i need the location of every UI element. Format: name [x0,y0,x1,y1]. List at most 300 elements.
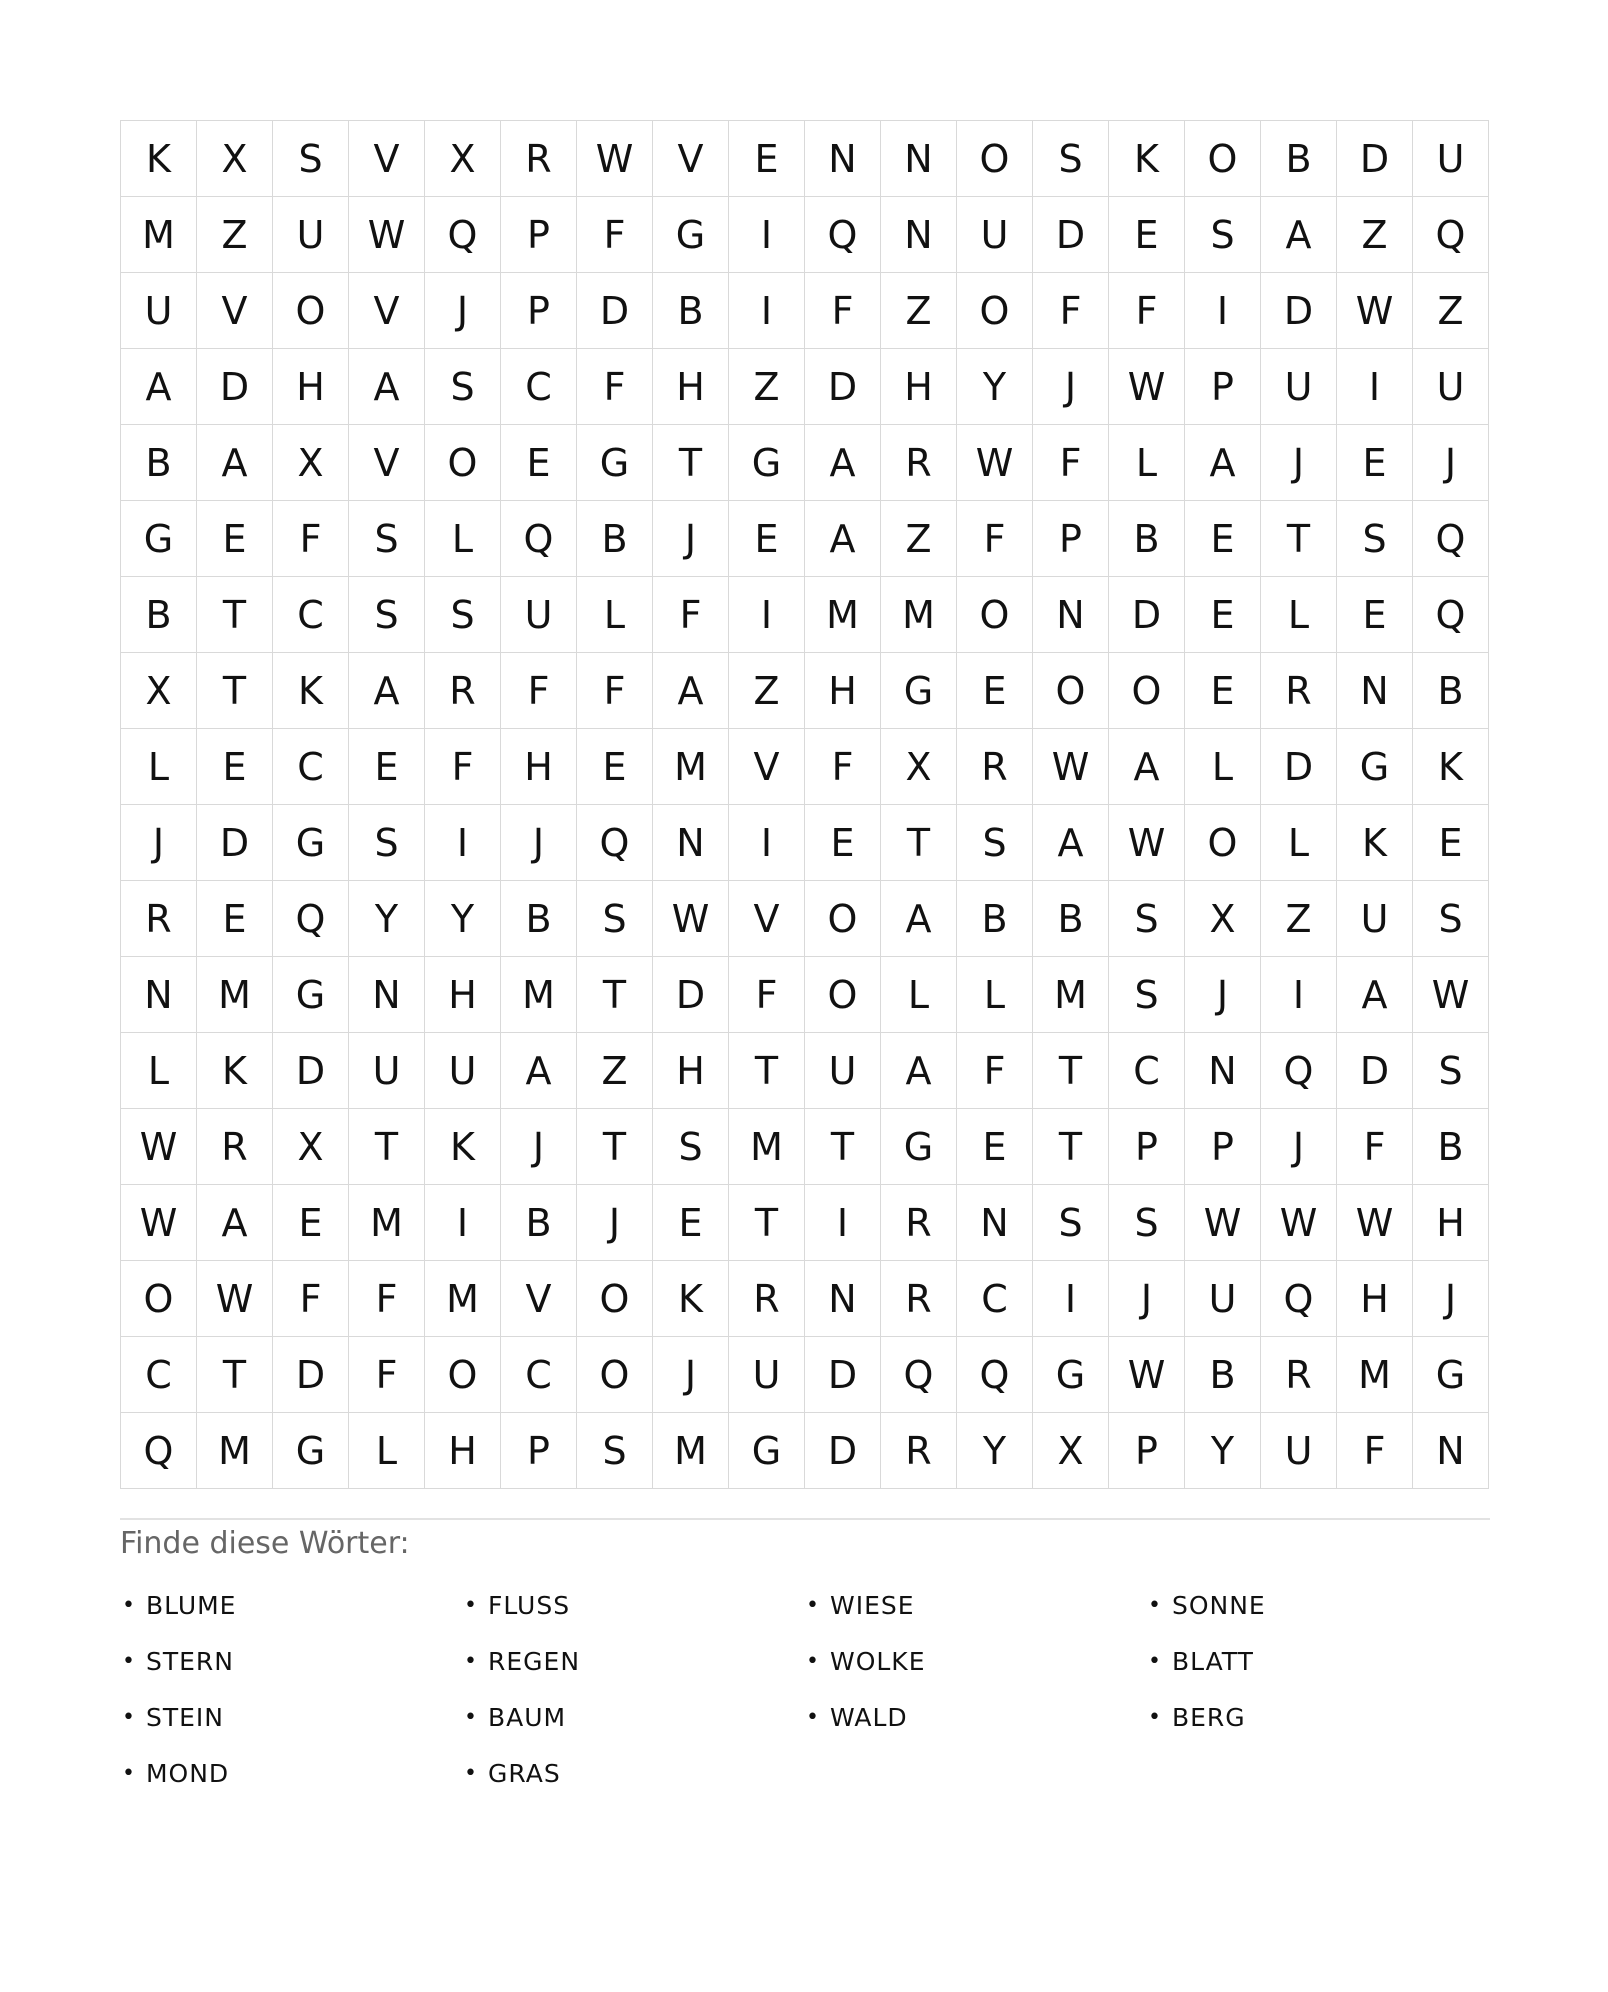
grid-cell[interactable]: H [1337,1261,1413,1337]
grid-cell[interactable]: G [273,805,349,881]
grid-cell[interactable]: A [1109,729,1185,805]
grid-cell[interactable]: F [349,1337,425,1413]
grid-cell[interactable]: T [197,653,273,729]
grid-cell[interactable]: R [881,425,957,501]
grid-cell[interactable]: R [425,653,501,729]
grid-cell[interactable]: A [197,1185,273,1261]
grid-cell[interactable]: M [349,1185,425,1261]
grid-cell[interactable]: D [1337,1033,1413,1109]
grid-cell[interactable]: I [425,805,501,881]
grid-cell[interactable]: A [1337,957,1413,1033]
grid-cell[interactable]: U [1413,121,1489,197]
grid-cell[interactable]: C [501,1337,577,1413]
grid-cell[interactable]: D [273,1033,349,1109]
grid-cell[interactable]: E [805,805,881,881]
grid-cell[interactable]: A [1185,425,1261,501]
grid-cell[interactable]: A [805,425,881,501]
grid-cell[interactable]: C [121,1337,197,1413]
grid-cell[interactable]: S [1109,957,1185,1033]
grid-cell[interactable]: M [197,957,273,1033]
grid-cell[interactable]: N [881,197,957,273]
grid-cell[interactable]: F [805,273,881,349]
grid-cell[interactable]: F [577,653,653,729]
grid-cell[interactable]: G [1337,729,1413,805]
grid-cell[interactable]: J [1109,1261,1185,1337]
grid-cell[interactable]: B [577,501,653,577]
grid-cell[interactable]: Q [273,881,349,957]
grid-cell[interactable]: L [349,1413,425,1489]
grid-cell[interactable]: A [881,1033,957,1109]
grid-cell[interactable]: S [425,349,501,425]
grid-cell[interactable]: K [197,1033,273,1109]
grid-cell[interactable]: D [273,1337,349,1413]
grid-cell[interactable]: Q [881,1337,957,1413]
grid-cell[interactable]: J [1033,349,1109,425]
grid-cell[interactable]: W [1261,1185,1337,1261]
grid-cell[interactable]: L [577,577,653,653]
grid-cell[interactable]: U [349,1033,425,1109]
grid-cell[interactable]: A [805,501,881,577]
grid-cell[interactable]: S [349,805,425,881]
grid-cell[interactable]: R [729,1261,805,1337]
grid-cell[interactable]: K [425,1109,501,1185]
grid-cell[interactable]: K [1413,729,1489,805]
grid-cell[interactable]: U [1185,1261,1261,1337]
grid-cell[interactable]: G [881,1109,957,1185]
grid-cell[interactable]: E [1337,425,1413,501]
grid-cell[interactable]: F [805,729,881,805]
grid-cell[interactable]: L [957,957,1033,1033]
grid-cell[interactable]: O [957,121,1033,197]
grid-cell[interactable]: A [1033,805,1109,881]
grid-cell[interactable]: F [501,653,577,729]
grid-cell[interactable]: D [653,957,729,1033]
grid-cell[interactable]: U [957,197,1033,273]
grid-cell[interactable]: K [1109,121,1185,197]
grid-cell[interactable]: P [1109,1109,1185,1185]
grid-cell[interactable]: F [1337,1413,1413,1489]
grid-cell[interactable]: Y [957,1413,1033,1489]
grid-cell[interactable]: J [501,805,577,881]
grid-cell[interactable]: U [805,1033,881,1109]
grid-cell[interactable]: Z [729,653,805,729]
grid-cell[interactable]: D [805,1413,881,1489]
grid-cell[interactable]: B [1033,881,1109,957]
grid-cell[interactable]: J [653,501,729,577]
grid-cell[interactable]: F [729,957,805,1033]
grid-cell[interactable]: I [805,1185,881,1261]
grid-cell[interactable]: I [1337,349,1413,425]
grid-cell[interactable]: G [1033,1337,1109,1413]
grid-cell[interactable]: X [881,729,957,805]
grid-cell[interactable]: U [121,273,197,349]
grid-cell[interactable]: G [729,425,805,501]
grid-cell[interactable]: Z [729,349,805,425]
grid-cell[interactable]: C [273,729,349,805]
grid-cell[interactable]: G [1413,1337,1489,1413]
grid-cell[interactable]: M [121,197,197,273]
grid-cell[interactable]: M [425,1261,501,1337]
grid-cell[interactable]: H [881,349,957,425]
grid-cell[interactable]: M [653,1413,729,1489]
grid-cell[interactable]: D [577,273,653,349]
grid-cell[interactable]: S [1185,197,1261,273]
grid-cell[interactable]: N [1033,577,1109,653]
grid-cell[interactable]: R [121,881,197,957]
grid-cell[interactable]: R [1261,653,1337,729]
grid-cell[interactable]: M [805,577,881,653]
grid-cell[interactable]: F [349,1261,425,1337]
grid-cell[interactable]: I [729,577,805,653]
grid-cell[interactable]: F [653,577,729,653]
grid-cell[interactable]: W [1109,1337,1185,1413]
grid-cell[interactable]: B [653,273,729,349]
grid-cell[interactable]: C [957,1261,1033,1337]
grid-cell[interactable]: X [1185,881,1261,957]
grid-cell[interactable]: H [501,729,577,805]
grid-cell[interactable]: A [349,349,425,425]
grid-cell[interactable]: B [1109,501,1185,577]
grid-cell[interactable]: T [577,1109,653,1185]
grid-cell[interactable]: D [805,1337,881,1413]
grid-cell[interactable]: O [1109,653,1185,729]
grid-cell[interactable]: A [881,881,957,957]
grid-cell[interactable]: F [273,501,349,577]
grid-cell[interactable]: H [425,957,501,1033]
grid-cell[interactable]: U [425,1033,501,1109]
grid-cell[interactable]: S [577,881,653,957]
grid-cell[interactable]: U [1337,881,1413,957]
grid-cell[interactable]: N [881,121,957,197]
grid-cell[interactable]: H [1413,1185,1489,1261]
grid-cell[interactable]: F [1033,273,1109,349]
grid-cell[interactable]: J [1261,425,1337,501]
grid-cell[interactable]: O [805,957,881,1033]
grid-cell[interactable]: Q [425,197,501,273]
grid-cell[interactable]: D [1261,273,1337,349]
grid-cell[interactable]: A [349,653,425,729]
grid-cell[interactable]: F [957,1033,1033,1109]
grid-cell[interactable]: I [1185,273,1261,349]
grid-cell[interactable]: X [197,121,273,197]
grid-cell[interactable]: B [1413,653,1489,729]
grid-cell[interactable]: Q [1261,1261,1337,1337]
grid-cell[interactable]: V [349,273,425,349]
grid-cell[interactable]: L [1109,425,1185,501]
grid-cell[interactable]: T [197,577,273,653]
grid-cell[interactable]: T [653,425,729,501]
grid-cell[interactable]: B [1413,1109,1489,1185]
grid-cell[interactable]: W [121,1109,197,1185]
grid-cell[interactable]: S [1033,1185,1109,1261]
grid-cell[interactable]: V [349,425,425,501]
grid-cell[interactable]: V [729,729,805,805]
grid-cell[interactable]: J [1413,1261,1489,1337]
grid-cell[interactable]: M [197,1413,273,1489]
grid-cell[interactable]: L [121,1033,197,1109]
grid-cell[interactable]: O [577,1261,653,1337]
grid-cell[interactable]: A [197,425,273,501]
grid-cell[interactable]: E [957,1109,1033,1185]
grid-cell[interactable]: O [1185,121,1261,197]
grid-cell[interactable]: R [957,729,1033,805]
grid-cell[interactable]: H [805,653,881,729]
grid-cell[interactable]: G [273,957,349,1033]
grid-cell[interactable]: T [729,1185,805,1261]
grid-cell[interactable]: Z [881,273,957,349]
grid-cell[interactable]: W [1337,273,1413,349]
grid-cell[interactable]: V [729,881,805,957]
grid-cell[interactable]: A [653,653,729,729]
grid-cell[interactable]: G [121,501,197,577]
grid-cell[interactable]: D [197,805,273,881]
grid-cell[interactable]: X [121,653,197,729]
grid-cell[interactable]: S [1413,881,1489,957]
grid-cell[interactable]: O [121,1261,197,1337]
grid-cell[interactable]: S [957,805,1033,881]
grid-cell[interactable]: I [1261,957,1337,1033]
grid-cell[interactable]: M [653,729,729,805]
grid-cell[interactable]: P [1033,501,1109,577]
grid-cell[interactable]: W [1109,349,1185,425]
grid-cell[interactable]: F [273,1261,349,1337]
grid-cell[interactable]: H [653,349,729,425]
grid-cell[interactable]: C [273,577,349,653]
grid-cell[interactable]: I [729,273,805,349]
grid-cell[interactable]: O [577,1337,653,1413]
grid-cell[interactable]: M [1337,1337,1413,1413]
grid-cell[interactable]: R [1261,1337,1337,1413]
grid-cell[interactable]: J [1261,1109,1337,1185]
grid-cell[interactable]: Y [1185,1413,1261,1489]
grid-cell[interactable]: N [805,121,881,197]
grid-cell[interactable]: L [1261,805,1337,881]
grid-cell[interactable]: B [121,425,197,501]
grid-cell[interactable]: K [121,121,197,197]
grid-cell[interactable]: J [425,273,501,349]
grid-cell[interactable]: B [957,881,1033,957]
grid-cell[interactable]: W [957,425,1033,501]
grid-cell[interactable]: U [501,577,577,653]
grid-cell[interactable]: O [273,273,349,349]
grid-cell[interactable]: K [273,653,349,729]
grid-cell[interactable]: N [1337,653,1413,729]
grid-cell[interactable]: Q [805,197,881,273]
grid-cell[interactable]: Y [425,881,501,957]
grid-cell[interactable]: T [805,1109,881,1185]
grid-cell[interactable]: Z [197,197,273,273]
grid-cell[interactable]: X [425,121,501,197]
grid-cell[interactable]: M [729,1109,805,1185]
grid-cell[interactable]: H [653,1033,729,1109]
grid-cell[interactable]: G [577,425,653,501]
grid-cell[interactable]: D [1109,577,1185,653]
grid-cell[interactable]: Q [121,1413,197,1489]
grid-cell[interactable]: V [349,121,425,197]
grid-cell[interactable]: L [1261,577,1337,653]
grid-cell[interactable]: R [881,1413,957,1489]
grid-cell[interactable]: Z [1413,273,1489,349]
grid-cell[interactable]: W [1413,957,1489,1033]
grid-cell[interactable]: O [957,577,1033,653]
grid-cell[interactable]: F [1337,1109,1413,1185]
grid-cell[interactable]: E [1109,197,1185,273]
grid-cell[interactable]: F [1033,425,1109,501]
grid-cell[interactable]: M [881,577,957,653]
grid-cell[interactable]: N [121,957,197,1033]
grid-cell[interactable]: P [501,1413,577,1489]
grid-cell[interactable]: G [881,653,957,729]
grid-cell[interactable]: I [1033,1261,1109,1337]
grid-cell[interactable]: B [1261,121,1337,197]
grid-cell[interactable]: U [273,197,349,273]
grid-cell[interactable]: S [1337,501,1413,577]
grid-cell[interactable]: P [1185,1109,1261,1185]
grid-cell[interactable]: W [1033,729,1109,805]
grid-cell[interactable]: T [197,1337,273,1413]
grid-cell[interactable]: U [1261,1413,1337,1489]
grid-cell[interactable]: S [1413,1033,1489,1109]
grid-cell[interactable]: O [425,1337,501,1413]
grid-cell[interactable]: T [1033,1033,1109,1109]
grid-cell[interactable]: J [501,1109,577,1185]
grid-cell[interactable]: S [273,121,349,197]
grid-cell[interactable]: E [1337,577,1413,653]
grid-cell[interactable]: T [729,1033,805,1109]
grid-cell[interactable]: F [577,349,653,425]
grid-cell[interactable]: L [1185,729,1261,805]
grid-cell[interactable]: Y [349,881,425,957]
grid-cell[interactable]: E [1185,653,1261,729]
grid-cell[interactable]: O [1185,805,1261,881]
grid-cell[interactable]: N [957,1185,1033,1261]
grid-cell[interactable]: D [805,349,881,425]
grid-cell[interactable]: W [653,881,729,957]
grid-cell[interactable]: Q [577,805,653,881]
grid-cell[interactable]: E [197,501,273,577]
grid-cell[interactable]: S [349,577,425,653]
grid-cell[interactable]: D [1261,729,1337,805]
grid-cell[interactable]: A [501,1033,577,1109]
grid-cell[interactable]: I [729,197,805,273]
grid-cell[interactable]: S [1109,1185,1185,1261]
grid-cell[interactable]: S [1109,881,1185,957]
grid-cell[interactable]: N [349,957,425,1033]
grid-cell[interactable]: E [1413,805,1489,881]
grid-cell[interactable]: U [1413,349,1489,425]
grid-cell[interactable]: N [1185,1033,1261,1109]
grid-cell[interactable]: R [881,1185,957,1261]
grid-cell[interactable]: J [653,1337,729,1413]
grid-cell[interactable]: C [1109,1033,1185,1109]
grid-cell[interactable]: U [1261,349,1337,425]
grid-cell[interactable]: X [1033,1413,1109,1489]
grid-cell[interactable]: Q [501,501,577,577]
grid-cell[interactable]: D [1337,121,1413,197]
grid-cell[interactable]: J [577,1185,653,1261]
grid-cell[interactable]: W [577,121,653,197]
grid-cell[interactable]: X [273,1109,349,1185]
grid-cell[interactable]: N [805,1261,881,1337]
grid-cell[interactable]: L [121,729,197,805]
grid-cell[interactable]: F [957,501,1033,577]
grid-cell[interactable]: Z [577,1033,653,1109]
grid-cell[interactable]: S [653,1109,729,1185]
grid-cell[interactable]: K [1337,805,1413,881]
grid-cell[interactable]: Z [1261,881,1337,957]
grid-cell[interactable]: E [273,1185,349,1261]
grid-cell[interactable]: H [273,349,349,425]
grid-cell[interactable]: E [1185,501,1261,577]
grid-cell[interactable]: O [425,425,501,501]
grid-cell[interactable]: L [425,501,501,577]
grid-cell[interactable]: D [1033,197,1109,273]
grid-cell[interactable]: K [653,1261,729,1337]
grid-cell[interactable]: P [1185,349,1261,425]
grid-cell[interactable]: V [501,1261,577,1337]
grid-cell[interactable]: J [121,805,197,881]
grid-cell[interactable]: N [653,805,729,881]
grid-cell[interactable]: I [729,805,805,881]
grid-cell[interactable]: O [805,881,881,957]
grid-cell[interactable]: Q [1413,197,1489,273]
grid-cell[interactable]: R [197,1109,273,1185]
grid-cell[interactable]: Q [1413,501,1489,577]
grid-cell[interactable]: H [425,1413,501,1489]
grid-cell[interactable]: F [425,729,501,805]
grid-cell[interactable]: F [577,197,653,273]
grid-cell[interactable]: S [1033,121,1109,197]
grid-cell[interactable]: W [121,1185,197,1261]
grid-cell[interactable]: T [577,957,653,1033]
grid-cell[interactable]: B [501,1185,577,1261]
grid-cell[interactable]: O [957,273,1033,349]
grid-cell[interactable]: S [349,501,425,577]
grid-cell[interactable]: E [501,425,577,501]
grid-cell[interactable]: Q [1413,577,1489,653]
grid-cell[interactable]: C [501,349,577,425]
grid-cell[interactable]: A [121,349,197,425]
grid-cell[interactable]: V [197,273,273,349]
grid-cell[interactable]: E [1185,577,1261,653]
grid-cell[interactable]: E [653,1185,729,1261]
grid-cell[interactable]: E [957,653,1033,729]
grid-cell[interactable]: B [1185,1337,1261,1413]
grid-cell[interactable]: W [197,1261,273,1337]
grid-cell[interactable]: Q [1261,1033,1337,1109]
grid-cell[interactable]: F [1109,273,1185,349]
grid-cell[interactable]: T [1261,501,1337,577]
grid-cell[interactable]: E [349,729,425,805]
grid-cell[interactable]: D [197,349,273,425]
grid-cell[interactable]: A [1261,197,1337,273]
grid-cell[interactable]: T [881,805,957,881]
grid-cell[interactable]: I [425,1185,501,1261]
grid-cell[interactable]: E [729,501,805,577]
grid-cell[interactable]: T [1033,1109,1109,1185]
grid-cell[interactable]: B [501,881,577,957]
grid-cell[interactable]: V [653,121,729,197]
grid-cell[interactable]: R [881,1261,957,1337]
grid-cell[interactable]: R [501,121,577,197]
grid-cell[interactable]: U [729,1337,805,1413]
grid-cell[interactable]: O [1033,653,1109,729]
grid-cell[interactable]: J [1413,425,1489,501]
grid-cell[interactable]: P [1109,1413,1185,1489]
grid-cell[interactable]: E [577,729,653,805]
grid-cell[interactable]: E [197,729,273,805]
grid-cell[interactable]: Z [881,501,957,577]
